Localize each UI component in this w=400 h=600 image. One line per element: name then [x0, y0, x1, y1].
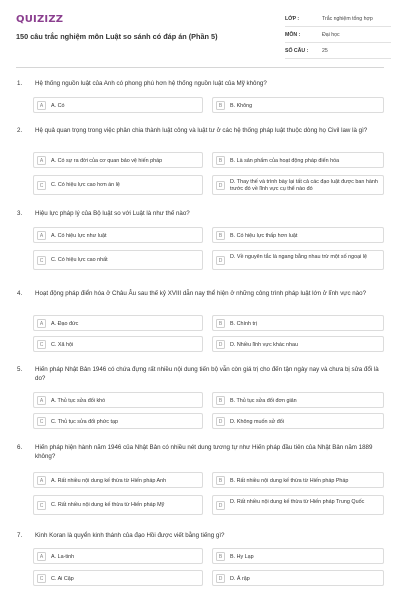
option-letter-badge: C	[37, 574, 46, 583]
option-letter-badge: B	[216, 156, 225, 165]
option-letter-badge: A	[37, 476, 46, 485]
option-letter-badge: D	[216, 501, 225, 510]
option-text: A. Đạo đức	[51, 320, 79, 327]
option-letter-badge: D	[216, 256, 225, 265]
option-letter-badge: B	[216, 231, 225, 240]
question-text: Hiệu lực pháp lý của Bộ luật so với Luật là như thế nào?	[35, 210, 190, 217]
question-number: 5.	[17, 366, 23, 373]
option-text: B. Hy Lạp	[230, 553, 254, 560]
answer-option-b[interactable]	[212, 392, 384, 408]
option-letter-badge: A	[37, 156, 46, 165]
option-letter-badge: B	[216, 319, 225, 328]
meta-value: Đại học	[322, 31, 340, 38]
option-letter-badge: C	[37, 340, 46, 349]
option-text: A. La-tinh	[51, 553, 75, 560]
answer-option-d[interactable]	[212, 570, 384, 586]
meta-value: 25	[322, 47, 328, 54]
worksheet-header	[0, 0, 400, 64]
question-number: 6.	[17, 444, 23, 451]
option-text: C. Rất nhiều nội dung kế thừa từ Hiến pháp Mỹ	[51, 502, 165, 508]
worksheet-meta	[285, 11, 391, 59]
answer-option-d[interactable]	[212, 250, 384, 270]
option-letter-badge: A	[37, 101, 46, 110]
option-text: D. Rất nhiều nội dung kế thừa từ Hiến pháp Trung Quốc	[230, 498, 365, 505]
option-text: A. Có hiệu lực như luật	[51, 232, 107, 239]
question-number: 2.	[17, 127, 23, 134]
option-text: A. Có	[51, 102, 65, 109]
header-divider	[16, 67, 384, 68]
answer-option-b[interactable]	[212, 152, 384, 168]
option-text: D. Nhiều lĩnh vực khác nhau	[230, 341, 299, 348]
answer-option-c[interactable]	[33, 570, 203, 586]
option-letter-badge: D	[216, 574, 225, 583]
option-text: C. Ai Cập	[51, 575, 74, 582]
question-text: Hệ quả quan trọng trong việc phân chia thành luật công và luật tư ở các hệ thống pháp luật thuộc dòng họ Civil law là gì?	[35, 127, 368, 134]
question-number: 4.	[17, 290, 23, 297]
option-letter-badge: C	[37, 181, 46, 190]
meta-key: SỐ CÂU :	[285, 47, 309, 54]
option-letter-badge: D	[216, 340, 225, 349]
answer-option-c[interactable]	[33, 413, 203, 429]
answer-option-a[interactable]	[33, 97, 203, 113]
meta-key: MÔN :	[285, 31, 301, 38]
answer-option-d[interactable]	[212, 336, 384, 352]
answer-option-b[interactable]	[212, 227, 384, 243]
option-text: D. Không muốn sử đổi	[230, 418, 284, 425]
question-text: Hệ thống nguồn luật của Anh có phong phú hơn hệ thống nguồn luật của Mỹ không?	[35, 80, 267, 87]
question-number: 7.	[17, 532, 23, 539]
option-letter-badge: B	[216, 476, 225, 485]
option-text: B. Không	[230, 102, 253, 109]
answer-option-d[interactable]	[212, 413, 384, 429]
answer-option-b[interactable]	[212, 315, 384, 331]
answer-option-a[interactable]	[33, 315, 203, 331]
answer-option-a[interactable]	[33, 152, 203, 168]
option-letter-badge: A	[37, 231, 46, 240]
answer-option-c[interactable]	[33, 336, 203, 352]
answer-option-c[interactable]	[33, 495, 203, 515]
option-letter-badge: B	[216, 552, 225, 561]
meta-value: Trắc nghiệm tổng hợp	[322, 15, 373, 22]
option-text: D. Ả rập	[230, 575, 250, 582]
option-letter-badge: C	[37, 501, 46, 510]
option-text: B. Thủ tục sửa đổi đơn giản	[230, 397, 297, 404]
option-text: C. Thủ tục sửa đổi phức tạp	[51, 418, 119, 425]
answer-option-a[interactable]	[33, 472, 203, 488]
question-text: Kinh Koran là quyển kinh thánh của đạo Hồi được viết bằng tiếng gì?	[35, 532, 225, 539]
option-letter-badge: B	[216, 101, 225, 110]
option-text: C. Có hiệu lực cao hơn án lệ	[51, 182, 120, 188]
option-letter-badge: B	[216, 396, 225, 405]
worksheet-title: 150 câu trắc nghiệm môn Luật so sánh có đáp án (Phần 5)	[16, 32, 218, 41]
option-letter-badge: D	[216, 417, 225, 426]
option-letter-badge: A	[37, 552, 46, 561]
option-text: B. Rất nhiều nội dung kế thừa từ Hiến pháp Pháp	[230, 477, 349, 484]
option-text: B. Chính trị	[230, 320, 257, 327]
answer-option-a[interactable]	[33, 227, 203, 243]
option-text: B. Là sản phẩm của hoạt động pháp điển hóa	[230, 157, 340, 164]
answer-option-b[interactable]	[212, 97, 384, 113]
option-letter-badge: C	[37, 256, 46, 265]
quizizz-logo: QUIZIZZ	[16, 14, 64, 25]
option-text: A. Thủ tục sửa đổi khó	[51, 397, 106, 404]
option-letter-badge: A	[37, 319, 46, 328]
answer-option-c[interactable]	[33, 250, 203, 270]
answer-option-a[interactable]	[33, 548, 203, 564]
answer-option-a[interactable]	[33, 392, 203, 408]
answer-option-b[interactable]	[212, 548, 384, 564]
answer-option-d[interactable]	[212, 495, 384, 515]
option-text: C. Có hiệu lực cao nhất	[51, 257, 108, 263]
question-text: Hiến pháp Nhật Bản 1946 có chứa đựng rất nhiều nội dung tiến bộ vẫn còn giá trị cho đến tận ngày nay và chưa bị sửa đổi là do?	[35, 366, 379, 382]
option-text: C. Xã hội	[51, 341, 74, 348]
option-letter-badge: A	[37, 396, 46, 405]
question-number: 3.	[17, 210, 23, 217]
meta-row-count	[285, 43, 391, 59]
option-text: A. Rất nhiều nội dung kế thừa từ Hiến pháp Anh	[51, 477, 167, 484]
meta-row-class	[285, 11, 391, 27]
answer-option-b[interactable]	[212, 472, 384, 488]
option-letter-badge: C	[37, 417, 46, 426]
question-number: 1.	[17, 80, 23, 87]
option-text: D. Thay thế và trình bày lại tất cả các đạo luật được ban hành trước đó về lĩnh vực cụ thể nào đó	[230, 178, 378, 192]
meta-key: LỚP :	[285, 15, 300, 22]
option-text: B. Có hiệu lực thấp hơn luật	[230, 232, 298, 239]
question-text: Hoạt động pháp điển hóa ở Châu Âu sau thế kỷ XVIII dẫn nay thể hiện ở những công trình pháp luật lớn ở lĩnh vực nào?	[35, 290, 367, 297]
answer-option-c[interactable]	[33, 175, 203, 195]
option-text: A. Có sự ra đời của cơ quan bảo vệ hiến pháp	[51, 157, 163, 164]
option-text: D. Về nguyên tắc là ngang bằng nhau trừ một số ngoại lệ	[230, 253, 367, 260]
answer-option-d[interactable]	[212, 175, 384, 195]
question-text: Hiến pháp hiện hành năm 1946 của Nhật Bản có nhiều nét dung tương tự như Hiến pháp đầu tiên của Nhật Bản năm 1889 không?	[35, 444, 373, 460]
meta-row-subject	[285, 27, 391, 43]
option-letter-badge: D	[216, 181, 225, 190]
